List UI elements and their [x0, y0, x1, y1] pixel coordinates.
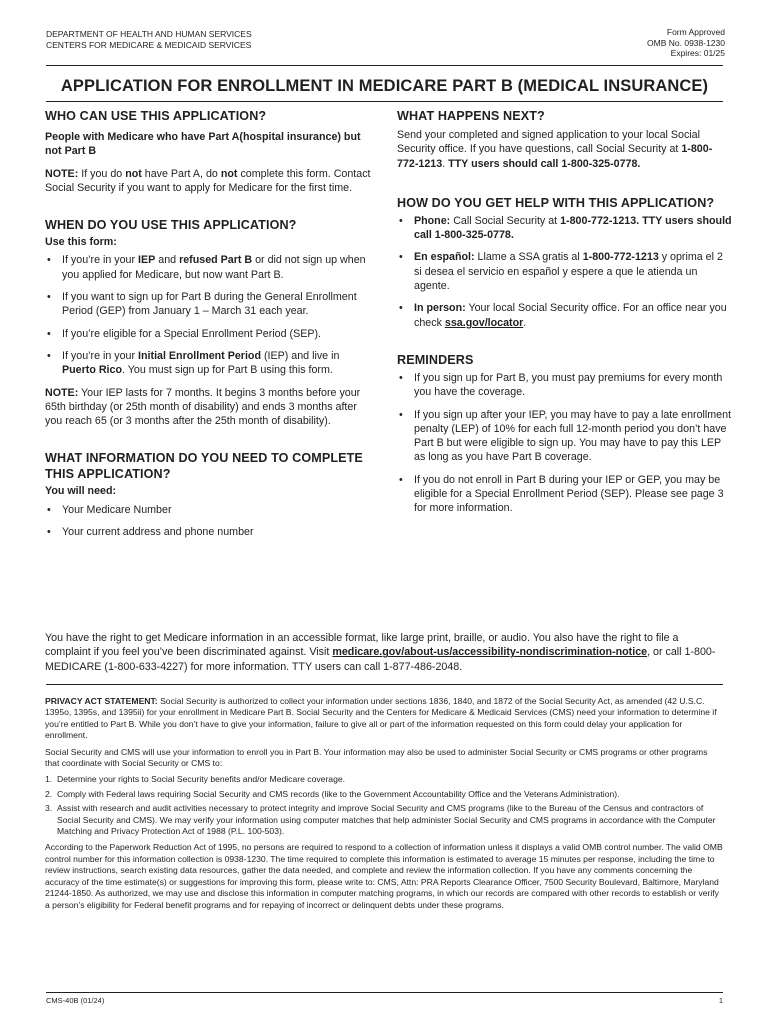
nondiscrimination-link[interactable]: medicare.gov/about-us/accessibility-nondiscrimination-notice	[332, 646, 648, 659]
who-section	[45, 108, 375, 195]
privacy-p1: PRIVACY ACT STATEMENT: Social Security is authorized to collect your information under sections 1836, 1840, and 1872 of the Social Security Act, as amended (42 U.S.C. 1395o, 1395s, and 1395ii) for your enrollment in Medicare Part B. Social Security and the Centers for Medicare & Medicaid Services (CMS) need your information to determine if you’re entitled to Part B. While you don’t have to give your information, failure to give all or part of the information requested on this form could delay your application for enrollment.	[45, 696, 717, 741]
list-item: • If you’re eligible for a Special Enrollment Period (SEP).	[45, 327, 375, 341]
help-list	[397, 214, 732, 330]
ssa-locator-link[interactable]: ssa.gov/locator	[444, 316, 524, 329]
page-number: 1	[718, 996, 723, 1005]
form-approved: Form Approved	[666, 27, 725, 37]
list-item: • If you sign up after your IEP, you may have to pay a late enrollment penalty (LEP) of 10% for each full 12-month period you don’t have Part B but were eligible to sign up. You may have to pay this LEP as long as you have Part B coverage.	[397, 408, 732, 465]
privacy-list	[45, 774, 724, 837]
form-id: CMS-40B (01/24)	[46, 996, 105, 1005]
list-item: 3. Assist with research and audit activities necessary to protect integrity and improve Social Security and CMS programs (like to the Bureau of the Census and contractors of Social Security and CMS). We may verify your information using computer matches that help administer Social Security and CMS programs in accordance with the Computer Matching and Privacy Protection Act of 1988 (P.L. 100-503).	[45, 803, 716, 837]
list-item: • If you’re in your IEP and refused Part B or did not sign up when you applied for Medicare, but now want Part B.	[45, 253, 375, 282]
agency-header	[46, 29, 252, 51]
info-sub: You will need:	[45, 485, 117, 498]
help-in-person: • In person: Your local Social Security office. For an office near you check ssa.gov/locator.	[397, 301, 732, 330]
accessibility-notice: You have the right to get Medicare information in an accessible format, like large print, braille, or audio. You also have the right to file a complaint if you feel you’ve been discriminated against. Visit medicare.gov/about-us/accessibility-nondiscrimination-notice, or call 1-800-MEDICARE (1-800-633-4227) for more information. TTY users can call 1-877-486-2048.	[45, 632, 716, 673]
page-title: APPLICATION FOR ENROLLMENT IN MEDICARE PART B (MEDICAL INSURANCE)	[60, 77, 709, 95]
top-rule	[46, 65, 723, 66]
help-phone: • Phone: Call Social Security at 1-800-772-1213. TTY users should call 1-800-325-0778.	[397, 214, 732, 243]
list-item: 1. Determine your rights to Social Security benefits and/or Medicare coverage.	[45, 774, 346, 785]
info-heading: WHAT INFORMATION DO YOU NEED TO COMPLETE THIS APPLICATION?	[45, 451, 363, 482]
when-list	[45, 253, 375, 377]
next-section	[397, 108, 732, 171]
list-item: 2. Comply with Federal laws requiring Social Security and CMS records (like to the Government Accountability Office and the Veterans Administration).	[45, 788, 620, 799]
who-heading: WHO CAN USE THIS APPLICATION?	[45, 109, 267, 123]
privacy-p2: Social Security and CMS will use your information to enroll you in Part B. Your information may also be used to administer Social Security or CMS programs or other programs that coordinate with Social Security or CMS to:	[45, 746, 708, 769]
privacy-act-statement	[45, 696, 724, 916]
next-text: Send your completed and signed application to your local Social Security office. If you have questions, call Social Security at 1-800-772-1213. TTY users should call 1-800-325-0778.	[397, 129, 713, 170]
list-item: • If you do not enroll in Part B during your IEP or GEP, you may be eligible for a Special Enrollment Period (SEP). Please see page 3 for more information.	[397, 473, 732, 516]
reminders-heading: REMINDERS	[397, 352, 474, 367]
when-sub: Use this form:	[45, 236, 117, 249]
omb-number: OMB No. 0938-1230	[647, 37, 725, 48]
reminders-list	[397, 371, 732, 516]
iep-note: NOTE: Your IEP lasts for 7 months. It begins 3 months before your 65th birthday (or 25th month of disability) and ends 3 months after you reach 65 (or 3 months after the 25th month of disability).	[45, 386, 361, 428]
agency-line-2: CENTERS FOR MEDICARE & MEDICAID SERVICES	[46, 40, 252, 50]
list-item: • If you want to sign up for Part B during the General Enrollment Period (GEP) from January 1 – March 31 each year.	[45, 290, 375, 319]
help-heading: HOW DO YOU GET HELP WITH THIS APPLICATION?	[397, 195, 715, 210]
who-note: NOTE: If you do not have Part A, do not complete this form. Contact Social Security if you want to apply for Medicare for the first time.	[45, 167, 371, 194]
right-column	[397, 108, 732, 532]
help-section	[397, 195, 732, 330]
list-item: • Your Medicare Number	[45, 503, 375, 517]
list-item: • If you’re in your Initial Enrollment Period (IEP) and live in Puerto Rico. You must sign up for Part B using this form.	[45, 349, 375, 378]
list-item: • If you sign up for Part B, you must pay premiums for every month you have the coverage.	[397, 371, 732, 400]
left-column	[45, 108, 375, 555]
when-section	[45, 217, 375, 428]
when-heading: WHEN DO YOU USE THIS APPLICATION?	[45, 218, 297, 233]
next-heading: WHAT HAPPENS NEXT?	[397, 109, 545, 123]
privacy-rule	[46, 684, 723, 685]
omb-info	[647, 27, 725, 59]
footer-rule	[46, 992, 723, 993]
help-espanol: • En español: Llame a SSA gratis al 1-800-772-1213 y oprima el 2 si desea el servicio en español y espere a que le atienda un agente.	[397, 250, 732, 293]
paperwork-reduction: According to the Paperwork Reduction Act of 1995, no persons are required to respond to a collection of information unless it displays a valid OMB control number. The valid OMB control number for this information collection is 0938-1230. The time required to complete this information is estimated to average 15 minutes per response, including the time to review instructions, search existing data resources, gather the data needed, and complete and review the information collection. If you have any comments concerning the accuracy of the time estimate(s) or suggestions for improving this form, please write to: CMS, Attn: PRA Reports Clearance Officer, 7500 Security Boulevard, Baltimore, Maryland 21244-1850. As authorized, we may use and disclose this information in computer matching programs, in which our records are compared with other records to establish or verify a person’s eligibility for Federal benefit programs and for repaying of incorrect or delinquent debts under these programs.	[45, 842, 723, 910]
title-rule	[46, 101, 723, 102]
who-eligibility: People with Medicare who have Part A(hospital insurance) but not Part B	[45, 131, 361, 158]
expiration-date: Expires: 01/25	[670, 48, 725, 58]
reminders-section	[397, 352, 732, 516]
info-section	[45, 450, 375, 539]
agency-line-1: DEPARTMENT OF HEALTH AND HUMAN SERVICES	[46, 29, 252, 39]
list-item: • Your current address and phone number	[45, 525, 375, 539]
info-list	[45, 503, 375, 540]
